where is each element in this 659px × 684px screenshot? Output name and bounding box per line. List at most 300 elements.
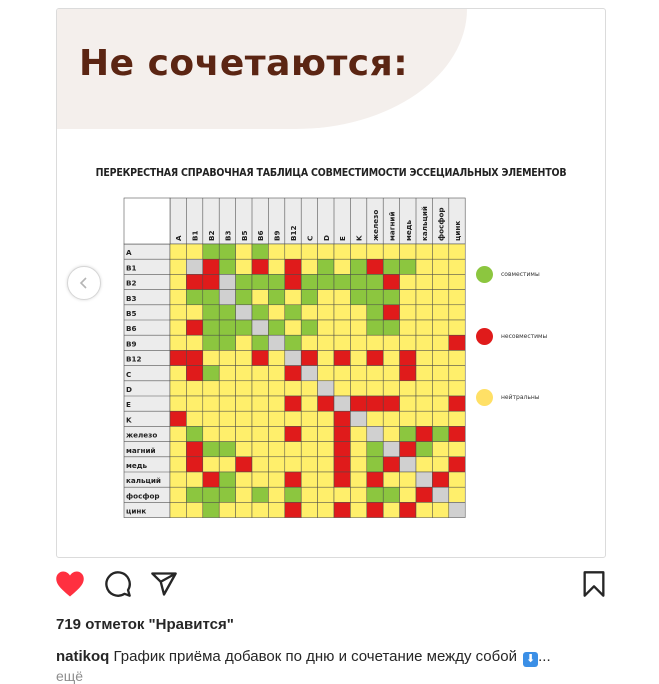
matrix-cell xyxy=(236,487,252,502)
matrix-cell xyxy=(400,457,416,472)
matrix-cell xyxy=(268,366,284,381)
matrix-cell xyxy=(367,457,383,472)
matrix-cell xyxy=(268,305,284,320)
matrix-cell xyxy=(334,274,350,289)
matrix-cell xyxy=(285,411,301,426)
row-label: B9 xyxy=(126,339,137,349)
post-caption xyxy=(56,648,646,667)
matrix-cell xyxy=(301,366,317,381)
matrix-cell xyxy=(285,426,301,441)
matrix-cell xyxy=(400,366,416,381)
matrix-cell xyxy=(186,411,202,426)
matrix-cell xyxy=(236,366,252,381)
matrix-cell xyxy=(219,350,235,365)
heart-icon xyxy=(55,570,85,598)
matrix-cell xyxy=(170,396,186,411)
matrix-cell xyxy=(400,244,416,259)
matrix-cell xyxy=(367,442,383,457)
matrix-cell xyxy=(203,411,219,426)
column-label: B3 xyxy=(223,230,233,241)
matrix-cell xyxy=(301,487,317,502)
matrix-cell xyxy=(416,350,432,365)
matrix-cell xyxy=(416,335,432,350)
matrix-cell xyxy=(236,396,252,411)
matrix-cell xyxy=(268,381,284,396)
matrix-cell xyxy=(383,457,399,472)
compatibility-table xyxy=(56,190,604,520)
row-label: E xyxy=(126,400,131,410)
column-label: B2 xyxy=(207,230,216,241)
matrix-cell xyxy=(400,396,416,411)
matrix-cell xyxy=(268,335,284,350)
matrix-cell xyxy=(203,472,219,487)
matrix-cell xyxy=(236,305,252,320)
matrix-cell xyxy=(301,442,317,457)
legend-label: нейтральны xyxy=(501,394,540,401)
matrix-cell xyxy=(268,320,284,335)
matrix-cell xyxy=(186,502,202,517)
matrix-cell xyxy=(350,442,366,457)
column-label: цинк xyxy=(453,220,462,241)
matrix-cell xyxy=(252,411,268,426)
matrix-cell xyxy=(383,442,399,457)
image-headline: Не сочетаются: xyxy=(79,43,409,84)
matrix-cell xyxy=(301,305,317,320)
matrix-cell xyxy=(301,259,317,274)
matrix-cell xyxy=(268,259,284,274)
row-label: B5 xyxy=(126,309,137,318)
matrix-cell xyxy=(203,244,219,259)
matrix-cell xyxy=(285,396,301,411)
matrix-cell xyxy=(219,472,235,487)
matrix-cell xyxy=(350,259,366,274)
matrix-cell xyxy=(301,244,317,259)
matrix-cell xyxy=(400,472,416,487)
matrix-cell xyxy=(432,366,448,381)
legend-label: совместимы xyxy=(501,271,540,278)
matrix-cell xyxy=(301,411,317,426)
matrix-cell xyxy=(350,305,366,320)
matrix-cell xyxy=(367,274,383,289)
matrix-cell xyxy=(236,457,252,472)
matrix-cell xyxy=(236,274,252,289)
matrix-cell xyxy=(318,290,334,305)
matrix-cell xyxy=(350,244,366,259)
matrix-cell xyxy=(285,457,301,472)
row-label: B12 xyxy=(126,354,142,364)
matrix-cell xyxy=(400,502,416,517)
matrix-cell xyxy=(318,320,334,335)
matrix-cell xyxy=(301,396,317,411)
matrix-cell xyxy=(203,259,219,274)
row-label: магний xyxy=(126,445,156,455)
matrix-cell xyxy=(285,366,301,381)
matrix-cell xyxy=(186,426,202,441)
matrix-cell xyxy=(186,472,202,487)
matrix-cell xyxy=(449,472,465,487)
matrix-cell xyxy=(318,305,334,320)
matrix-cell xyxy=(203,350,219,365)
matrix-cell xyxy=(383,411,399,426)
matrix-cell xyxy=(219,396,235,411)
matrix-cell xyxy=(367,350,383,365)
matrix-cell xyxy=(367,335,383,350)
matrix-cell xyxy=(170,366,186,381)
row-label: медь xyxy=(126,461,148,470)
matrix-cell xyxy=(416,487,432,502)
matrix-cell xyxy=(252,290,268,305)
matrix-cell xyxy=(170,411,186,426)
matrix-cell xyxy=(350,274,366,289)
matrix-cell xyxy=(203,426,219,441)
comment-icon xyxy=(104,570,132,598)
matrix-cell xyxy=(318,502,334,517)
matrix-cell xyxy=(449,381,465,396)
matrix-cell xyxy=(186,487,202,502)
matrix-cell xyxy=(285,305,301,320)
matrix-cell xyxy=(367,487,383,502)
matrix-cell xyxy=(219,487,235,502)
matrix-cell xyxy=(301,274,317,289)
matrix-cell xyxy=(383,426,399,441)
matrix-cell xyxy=(383,366,399,381)
matrix-cell xyxy=(367,244,383,259)
matrix-cell xyxy=(301,381,317,396)
matrix-cell xyxy=(203,442,219,457)
matrix-cell xyxy=(170,274,186,289)
matrix-cell xyxy=(416,457,432,472)
matrix-cell xyxy=(432,244,448,259)
matrix-cell xyxy=(285,290,301,305)
matrix-cell xyxy=(318,335,334,350)
matrix-cell xyxy=(170,442,186,457)
matrix-cell xyxy=(219,305,235,320)
matrix-cell xyxy=(236,259,252,274)
matrix-cell xyxy=(416,366,432,381)
matrix-cell xyxy=(236,411,252,426)
matrix-cell xyxy=(219,381,235,396)
matrix-cell xyxy=(203,396,219,411)
matrix-cell xyxy=(203,290,219,305)
column-label: медь xyxy=(403,219,413,241)
matrix-cell xyxy=(236,350,252,365)
matrix-cell xyxy=(203,305,219,320)
matrix-cell xyxy=(432,487,448,502)
matrix-cell xyxy=(400,426,416,441)
matrix-cell xyxy=(236,290,252,305)
like-button[interactable] xyxy=(52,566,88,602)
like-count[interactable]: 719 отметок "Нравится" xyxy=(56,616,234,633)
matrix-cell xyxy=(350,290,366,305)
matrix-cell xyxy=(285,335,301,350)
matrix-cell xyxy=(416,426,432,441)
matrix-cell xyxy=(203,366,219,381)
matrix-cell xyxy=(334,366,350,381)
matrix-cell xyxy=(285,320,301,335)
matrix-cell xyxy=(285,259,301,274)
matrix-cell xyxy=(334,320,350,335)
matrix-cell xyxy=(318,396,334,411)
column-label: D xyxy=(321,235,331,241)
matrix-cell xyxy=(383,335,399,350)
legend-dot xyxy=(476,328,493,345)
matrix-cell xyxy=(252,244,268,259)
matrix-cell xyxy=(268,350,284,365)
matrix-cell xyxy=(268,457,284,472)
matrix-cell xyxy=(268,274,284,289)
matrix-cell xyxy=(449,396,465,411)
matrix-cell xyxy=(252,320,268,335)
column-label: фосфор xyxy=(436,207,446,241)
matrix-cell xyxy=(318,259,334,274)
matrix-cell xyxy=(432,411,448,426)
matrix-cell xyxy=(416,472,432,487)
matrix-cell xyxy=(219,274,235,289)
matrix-cell xyxy=(236,426,252,441)
matrix-cell xyxy=(318,426,334,441)
matrix-cell xyxy=(449,259,465,274)
matrix-cell xyxy=(170,305,186,320)
column-label: B9 xyxy=(272,230,282,241)
matrix-cell xyxy=(350,487,366,502)
row-label: железо xyxy=(126,430,158,440)
matrix-cell xyxy=(219,502,235,517)
row-label: C xyxy=(126,369,132,379)
caption-ellipsis: ... xyxy=(538,648,551,665)
matrix-cell xyxy=(334,472,350,487)
matrix-cell xyxy=(268,396,284,411)
matrix-cell xyxy=(268,442,284,457)
column-label: E xyxy=(338,236,348,241)
matrix-cell xyxy=(334,396,350,411)
matrix-cell xyxy=(400,442,416,457)
matrix-cell xyxy=(236,442,252,457)
matrix-cell xyxy=(186,350,202,365)
matrix-cell xyxy=(432,320,448,335)
matrix-cell xyxy=(432,350,448,365)
matrix-cell xyxy=(252,305,268,320)
matrix-cell xyxy=(170,350,186,365)
matrix-cell xyxy=(170,487,186,502)
caption-more-link[interactable]: ещё xyxy=(56,668,84,684)
matrix-cell xyxy=(318,411,334,426)
matrix-cell xyxy=(334,305,350,320)
matrix-cell xyxy=(186,305,202,320)
matrix-cell xyxy=(318,381,334,396)
matrix-cell xyxy=(170,381,186,396)
chevron-left-icon xyxy=(78,277,90,289)
matrix-cell xyxy=(449,426,465,441)
matrix-cell xyxy=(432,305,448,320)
matrix-cell xyxy=(236,472,252,487)
matrix-cell xyxy=(252,335,268,350)
matrix-cell xyxy=(236,381,252,396)
matrix-cell xyxy=(432,335,448,350)
matrix-cell xyxy=(383,487,399,502)
matrix-cell xyxy=(318,350,334,365)
matrix-cell xyxy=(318,472,334,487)
matrix-cell xyxy=(285,381,301,396)
matrix-cell xyxy=(383,396,399,411)
legend-dot xyxy=(476,266,493,283)
matrix-cell xyxy=(252,472,268,487)
column-label: B6 xyxy=(256,230,266,241)
matrix-cell xyxy=(416,320,432,335)
table-corner xyxy=(124,198,170,244)
matrix-cell xyxy=(236,502,252,517)
matrix-cell xyxy=(432,290,448,305)
matrix-cell xyxy=(252,502,268,517)
matrix-cell xyxy=(432,396,448,411)
column-label: A xyxy=(174,235,184,241)
matrix-cell xyxy=(186,457,202,472)
matrix-cell xyxy=(367,411,383,426)
matrix-cell xyxy=(334,411,350,426)
matrix-cell xyxy=(383,320,399,335)
carousel-prev-button[interactable] xyxy=(67,266,101,300)
matrix-cell xyxy=(383,290,399,305)
share-button[interactable] xyxy=(146,566,182,602)
matrix-cell xyxy=(432,426,448,441)
matrix-cell xyxy=(219,366,235,381)
matrix-cell xyxy=(350,320,366,335)
caption-text: График приёма добавок по дню и сочетание между собой xyxy=(113,648,517,665)
matrix-cell xyxy=(334,259,350,274)
row-label: цинк xyxy=(126,506,147,516)
matrix-cell xyxy=(350,396,366,411)
matrix-cell xyxy=(416,396,432,411)
matrix-cell xyxy=(252,350,268,365)
matrix-cell xyxy=(350,502,366,517)
matrix-cell xyxy=(334,502,350,517)
matrix-cell xyxy=(170,472,186,487)
column-label: C xyxy=(305,235,315,241)
matrix-cell xyxy=(432,274,448,289)
column-label: железо xyxy=(371,209,380,241)
matrix-cell xyxy=(170,457,186,472)
matrix-cell xyxy=(203,320,219,335)
row-label: B1 xyxy=(126,263,137,273)
row-label: фосфор xyxy=(126,491,160,501)
row-label: D xyxy=(126,385,132,394)
matrix-cell xyxy=(400,290,416,305)
matrix-cell xyxy=(301,350,317,365)
matrix-cell xyxy=(400,259,416,274)
matrix-cell xyxy=(449,411,465,426)
matrix-cell xyxy=(203,335,219,350)
matrix-cell xyxy=(170,259,186,274)
matrix-cell xyxy=(219,290,235,305)
matrix-cell xyxy=(318,244,334,259)
matrix-cell xyxy=(400,305,416,320)
row-label: K xyxy=(126,415,132,425)
matrix-cell xyxy=(449,290,465,305)
matrix-cell xyxy=(285,487,301,502)
matrix-cell xyxy=(170,502,186,517)
matrix-cell xyxy=(334,244,350,259)
matrix-cell xyxy=(350,457,366,472)
matrix-cell xyxy=(186,320,202,335)
matrix-cell xyxy=(350,411,366,426)
matrix-cell xyxy=(285,442,301,457)
table-title: ПЕРЕКРЕСТНАЯ СПРАВОЧНАЯ ТАБЛИЦА СОВМЕСТИМОСТИ ЭССЕЦИАЛЬНЫХ ЭЛЕМЕНТОВ xyxy=(95,167,567,179)
matrix-cell xyxy=(219,320,235,335)
matrix-cell xyxy=(416,381,432,396)
matrix-cell xyxy=(252,366,268,381)
matrix-cell xyxy=(268,411,284,426)
matrix-cell xyxy=(400,320,416,335)
matrix-cell xyxy=(383,472,399,487)
comment-button[interactable] xyxy=(100,566,136,602)
row-label: кальций xyxy=(126,476,161,486)
matrix-cell xyxy=(367,426,383,441)
matrix-cell xyxy=(252,442,268,457)
matrix-cell xyxy=(416,502,432,517)
matrix-cell xyxy=(432,442,448,457)
matrix-cell xyxy=(350,335,366,350)
matrix-cell xyxy=(285,472,301,487)
matrix-cell xyxy=(203,502,219,517)
matrix-cell xyxy=(301,290,317,305)
matrix-cell xyxy=(400,381,416,396)
matrix-cell xyxy=(383,350,399,365)
matrix-cell xyxy=(350,472,366,487)
matrix-cell xyxy=(449,335,465,350)
matrix-cell xyxy=(252,259,268,274)
matrix-cell xyxy=(449,487,465,502)
share-icon xyxy=(150,570,178,598)
matrix-cell xyxy=(285,502,301,517)
matrix-cell xyxy=(416,290,432,305)
row-label: B6 xyxy=(126,324,137,334)
matrix-cell xyxy=(301,320,317,335)
matrix-cell xyxy=(170,335,186,350)
matrix-cell xyxy=(170,426,186,441)
matrix-cell xyxy=(301,457,317,472)
matrix-cell xyxy=(350,381,366,396)
legend-dot xyxy=(476,389,493,406)
matrix-cell xyxy=(400,350,416,365)
matrix-cell xyxy=(367,259,383,274)
legend-label: несовместимы xyxy=(501,333,548,340)
matrix-cell xyxy=(186,244,202,259)
column-label: B12 xyxy=(289,225,298,241)
matrix-cell xyxy=(186,274,202,289)
matrix-cell xyxy=(416,442,432,457)
matrix-cell xyxy=(186,290,202,305)
matrix-cell xyxy=(236,335,252,350)
matrix-cell xyxy=(219,411,235,426)
matrix-cell xyxy=(186,396,202,411)
matrix-cell xyxy=(449,274,465,289)
matrix-cell xyxy=(367,381,383,396)
matrix-cell xyxy=(383,381,399,396)
matrix-cell xyxy=(203,487,219,502)
matrix-cell xyxy=(268,290,284,305)
save-button[interactable] xyxy=(576,566,612,602)
matrix-cell xyxy=(449,350,465,365)
matrix-cell xyxy=(449,457,465,472)
matrix-cell xyxy=(334,335,350,350)
matrix-cell xyxy=(186,442,202,457)
matrix-cell xyxy=(449,502,465,517)
matrix-cell xyxy=(449,320,465,335)
matrix-cell xyxy=(186,381,202,396)
matrix-cell xyxy=(219,426,235,441)
post-actions xyxy=(0,566,659,606)
matrix-cell xyxy=(432,502,448,517)
caption-username[interactable]: natikoq xyxy=(56,648,110,665)
